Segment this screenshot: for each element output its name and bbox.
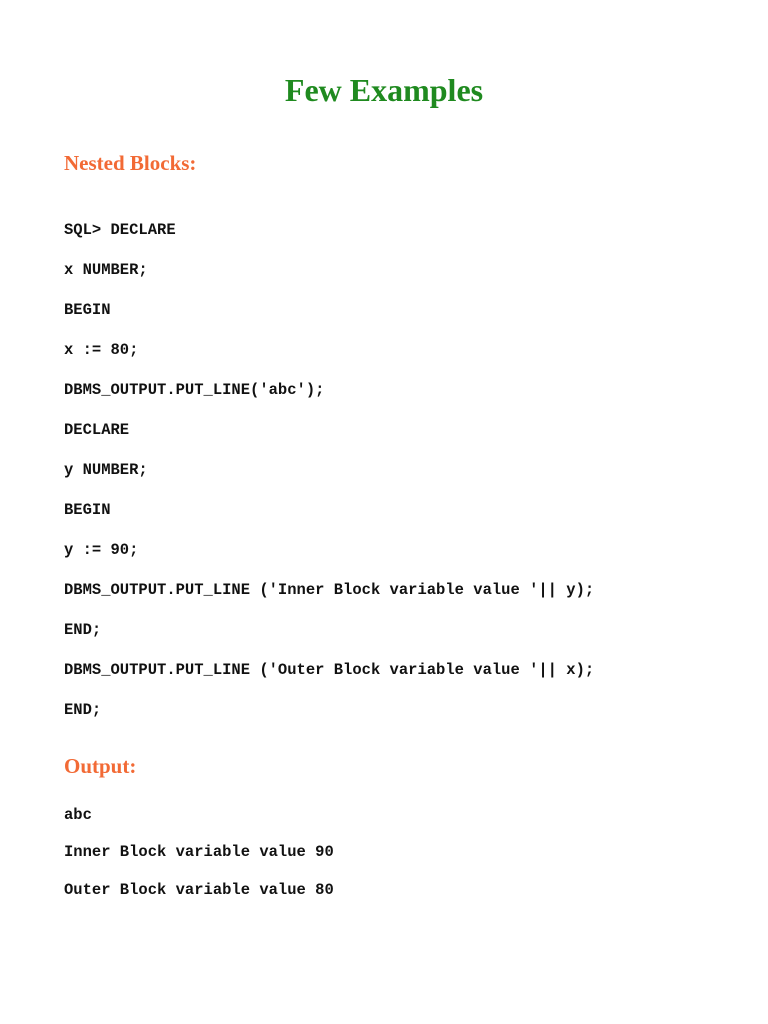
code-line: DBMS_OUTPUT.PUT_LINE ('Inner Block variable value '|| y); bbox=[64, 581, 595, 599]
sql-code-block bbox=[64, 220, 595, 719]
output-heading: Output: bbox=[64, 754, 137, 778]
code-line: SQL> DECLARE bbox=[64, 221, 176, 239]
output-block bbox=[64, 805, 334, 899]
code-line: y := 90; bbox=[64, 541, 139, 559]
page-title: Few Examples bbox=[284, 72, 484, 108]
output-line: Inner Block variable value 90 bbox=[64, 843, 334, 861]
code-line: x := 80; bbox=[64, 341, 139, 359]
output-line: abc bbox=[64, 806, 92, 824]
code-line: DECLARE bbox=[64, 421, 130, 439]
code-line: y NUMBER; bbox=[64, 461, 148, 479]
nested-blocks-heading: Nested Blocks: bbox=[64, 151, 197, 175]
code-line: DBMS_OUTPUT.PUT_LINE ('Outer Block variable value '|| x); bbox=[64, 661, 595, 679]
output-line: Outer Block variable value 80 bbox=[64, 881, 334, 899]
code-line: DBMS_OUTPUT.PUT_LINE('abc'); bbox=[64, 381, 325, 399]
code-line: x NUMBER; bbox=[64, 261, 148, 279]
code-line: END; bbox=[64, 621, 102, 639]
code-line: END; bbox=[64, 701, 102, 719]
code-line: BEGIN bbox=[64, 501, 111, 519]
code-line: BEGIN bbox=[64, 301, 111, 319]
